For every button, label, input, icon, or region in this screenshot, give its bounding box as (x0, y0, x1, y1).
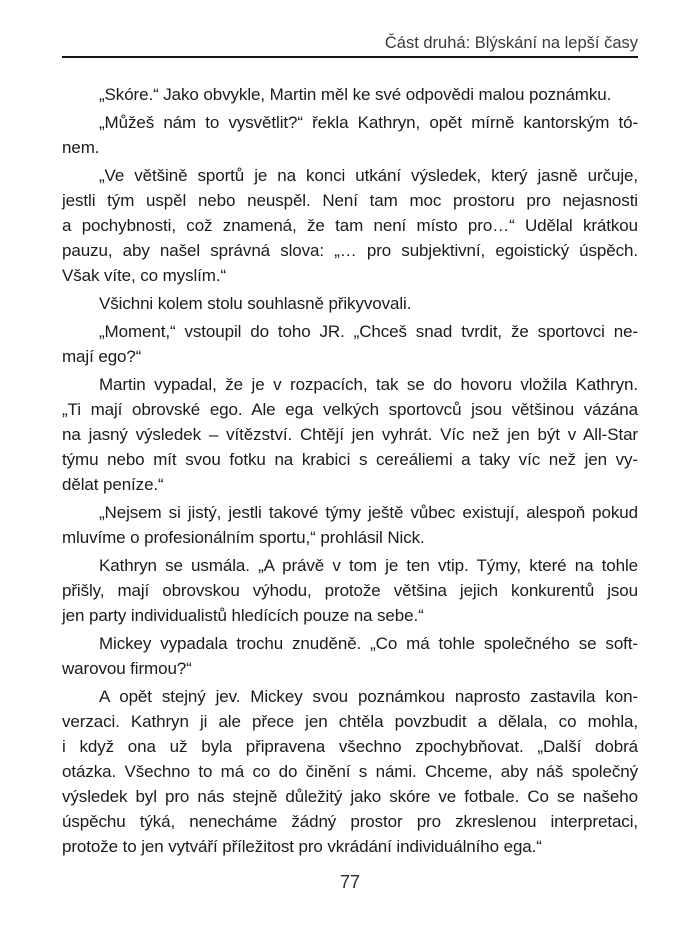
text-line: a pochybnosti, což znamená, že tam není místo pro…“ Udělal krátkou (62, 216, 638, 235)
text-line: Všichni kolem stolu souhlasně přikyvovali. (99, 294, 412, 313)
text-line: A opět stejný jev. Mickey svou poznámkou naprosto zastavila kon- (99, 687, 638, 706)
text-line: přišly, mají obrovskou výhodu, protože většina jejich konkurentů jsou (62, 581, 638, 600)
text-line: „Nejsem si jistý, jestli takové týmy ještě vůbec existují, alespoň pokud (99, 503, 638, 522)
text-line: Kathryn se usmála. „A právě v tom je ten vtip. Týmy, které na tohle (99, 556, 638, 575)
paragraph (62, 291, 638, 316)
text-line: jestli tým uspěl nebo neuspěl. Není tam moc prostoru pro nejasnosti (62, 191, 638, 210)
paragraph (62, 500, 638, 550)
text-line: verzaci. Kathryn ji ale přece jen chtěla povzbudit a dělala, co mohla, (62, 712, 638, 731)
text-line: Mickey vypadala trochu znuděně. „Co má tohle společného se soft- (99, 634, 638, 653)
text-line: Však víte, co myslím.“ (62, 266, 227, 285)
text-line: „Moment,“ vstoupil do toho JR. „Chceš snad tvrdit, že sportovci ne- (99, 322, 638, 341)
paragraph (62, 110, 638, 160)
paragraph (62, 163, 638, 288)
text-line: „Ve většině sportů je na konci utkání výsledek, který jasně určuje, (99, 166, 638, 185)
text-line: „Skóre.“ Jako obvykle, Martin měl ke své odpovědi malou poznámku. (99, 85, 612, 104)
header-rule (62, 56, 638, 58)
text-line: i když ona už byla připravena všechno zpochybňovat. „Další dobrá (62, 737, 638, 756)
page-body (62, 82, 638, 859)
text-line: Martin vypadal, že je v rozpacích, tak se do hovoru vložila Kathryn. (99, 375, 638, 394)
text-line: nem. (62, 138, 100, 157)
paragraph (62, 553, 638, 628)
text-line: protože to jen vytváří příležitost pro vkrádání individuálního ega.“ (62, 837, 542, 856)
text-line: na jasný výsledek – vítězství. Chtějí jen vyhrát. Víc než jen být v All-Star (62, 425, 638, 444)
text-line: pauzu, aby našel správná slova: „… pro subjektivní, egoistický úspěch. (62, 241, 638, 260)
text-line: úspěchu týká, nenecháme žádný prostor pro zkreslenou interpretaci, (62, 812, 638, 831)
text-line: otázka. Všechno to má co do činění s námi. Chceme, aby náš společný (62, 762, 638, 781)
text-line: „Ti mají obrovské ego. Ale ega velkých sportovců jsou většinou vázána (62, 400, 638, 419)
running-header: Část druhá: Blýskání na lepší časy (384, 34, 638, 52)
paragraph (62, 372, 638, 497)
text-line: dělat peníze.“ (62, 475, 164, 494)
text-line: „Můžeš nám to vysvětlit?“ řekla Kathryn, opět mírně kantorským tó- (99, 113, 638, 132)
text-line: jen party individualistů hledících pouze na sebe.“ (62, 606, 424, 625)
paragraph (62, 684, 638, 859)
text-line: výsledek byl pro nás stejně důležitý jako skóre ve fotbale. Co se našeho (62, 787, 638, 806)
page-number: 77 (339, 872, 361, 892)
text-line: mají ego?“ (62, 347, 142, 366)
text-line: týmu nebo mít svou fotku na krabici s cereáliemi a taky víc než jen vy- (62, 450, 638, 469)
text-line: warovou firmou?“ (62, 659, 192, 678)
paragraph (62, 319, 638, 369)
paragraph (62, 82, 638, 107)
paragraph (62, 631, 638, 681)
text-line: mluvíme o profesionálním sportu,“ prohlásil Nick. (62, 528, 425, 547)
